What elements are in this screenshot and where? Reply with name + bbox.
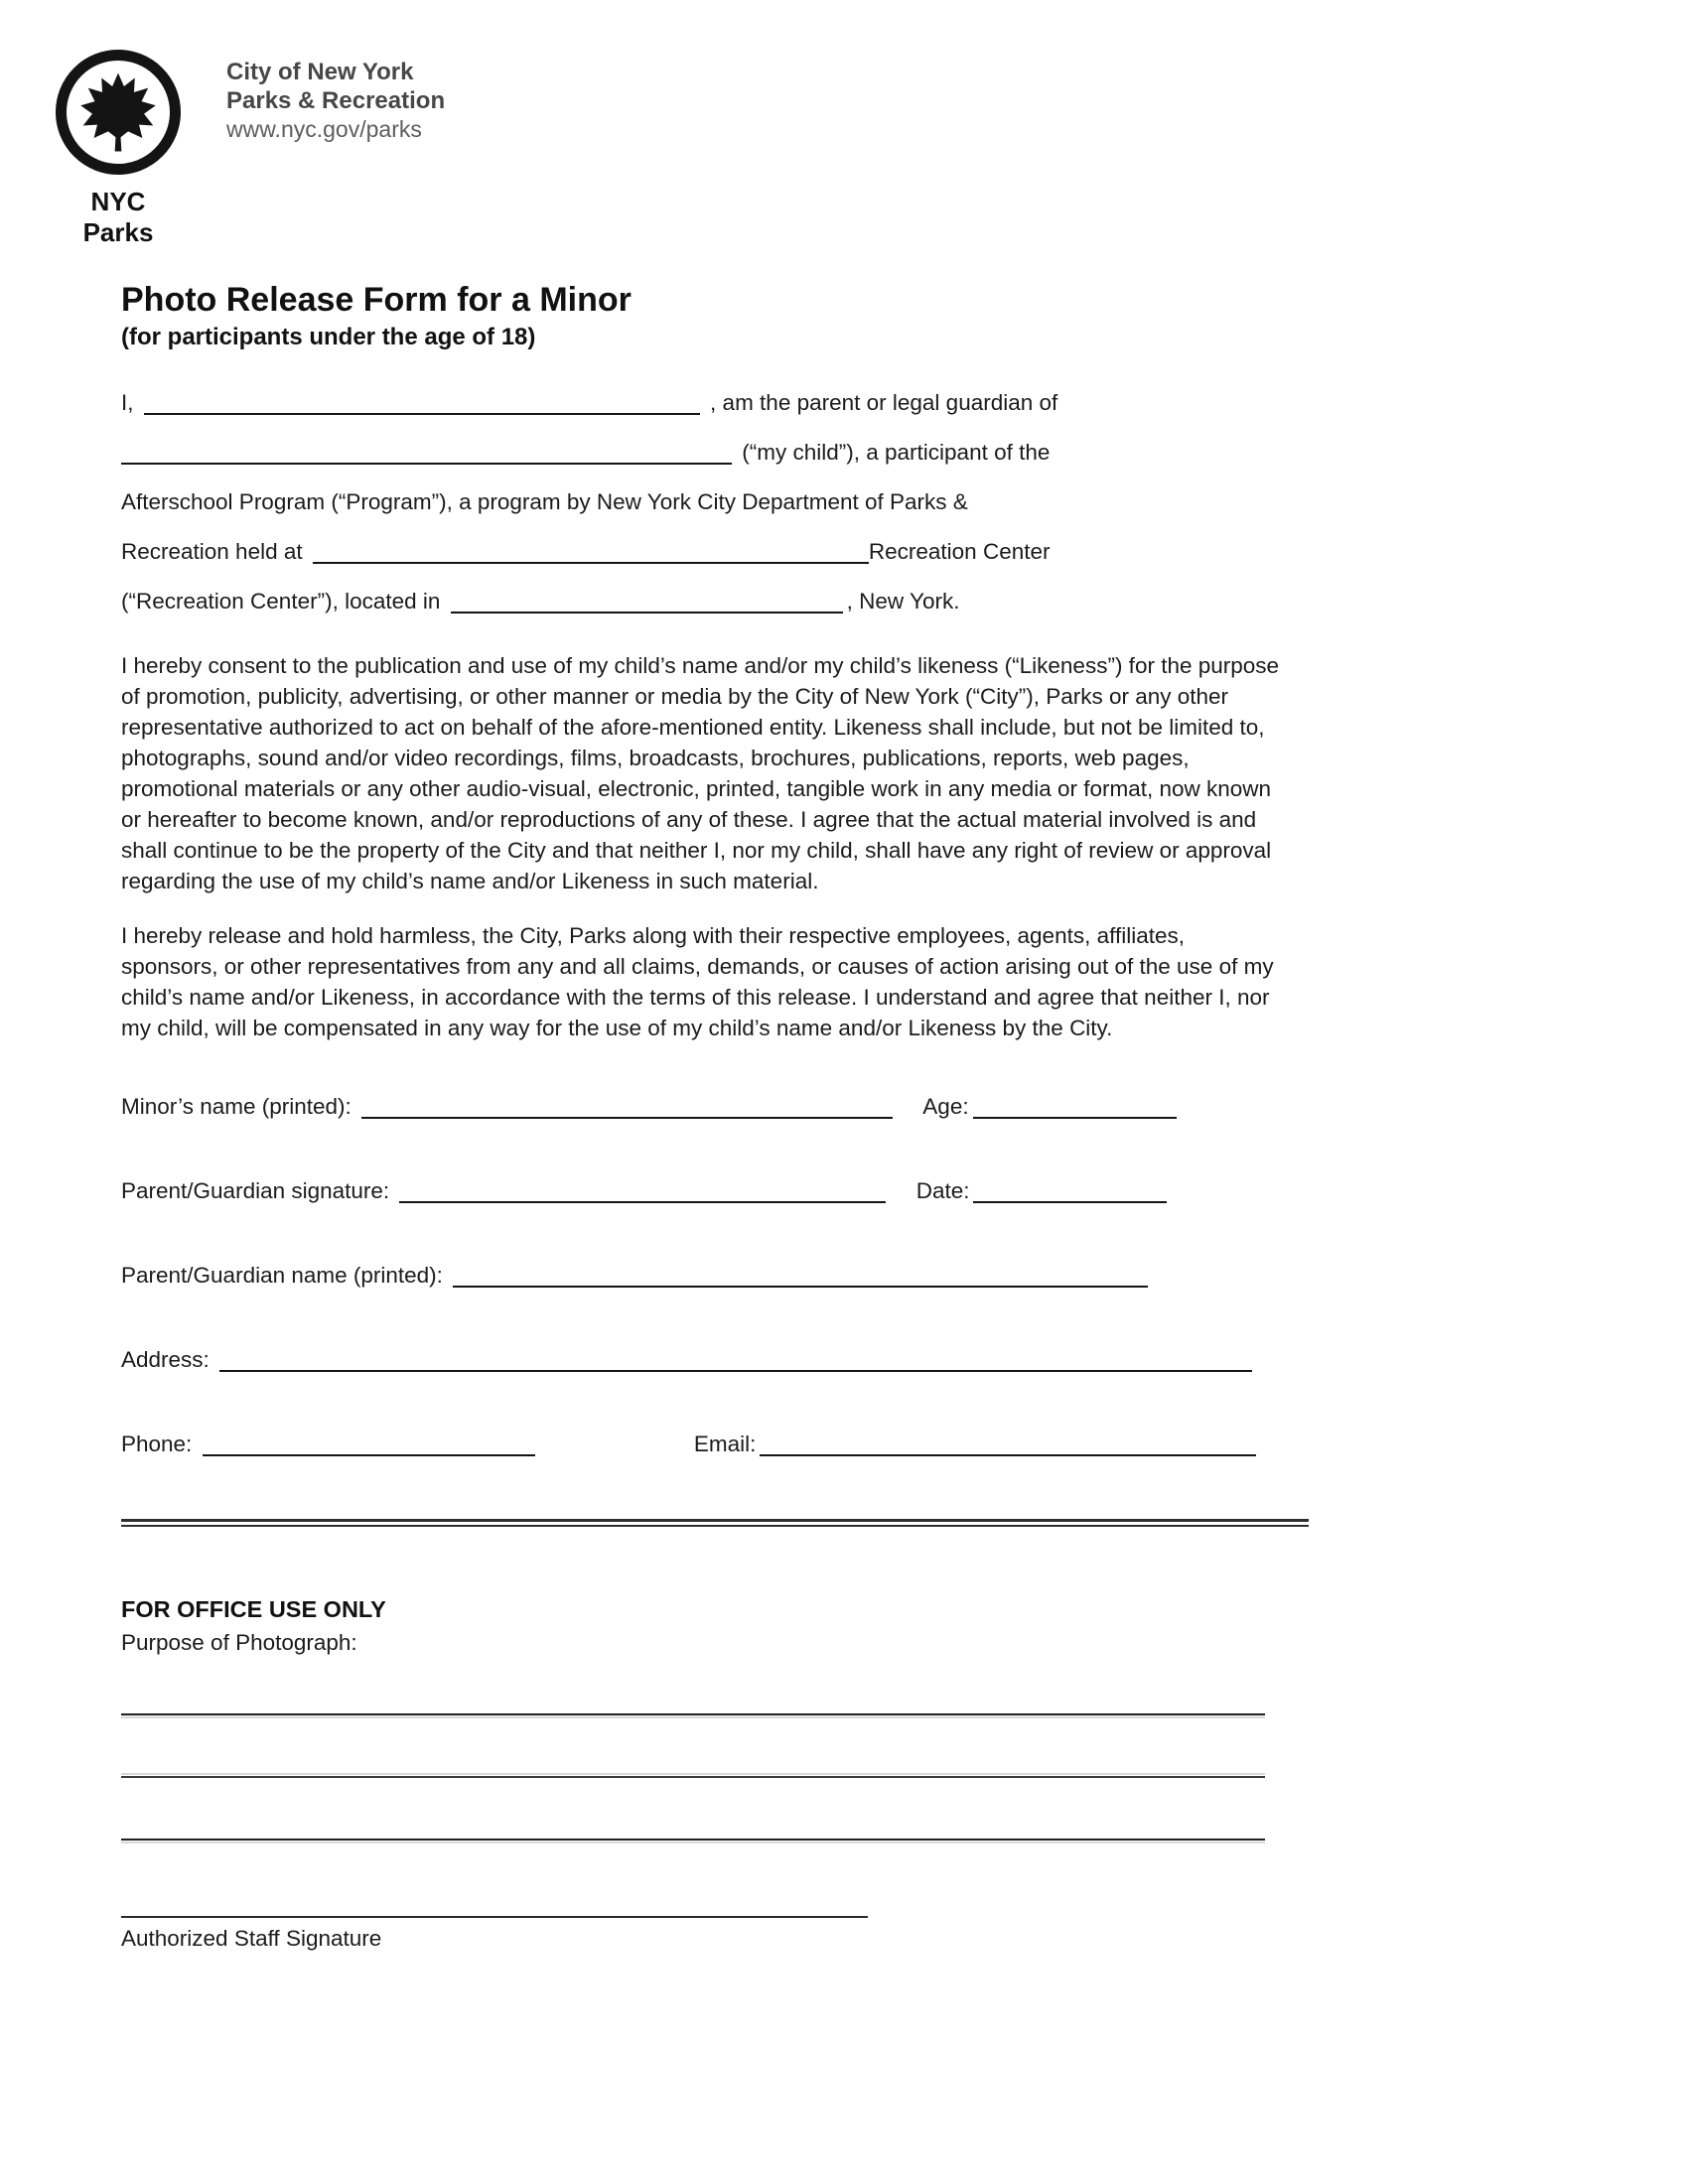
located-suffix: , New York. xyxy=(846,589,960,614)
intro-after-child: (“my child”), a participant of the xyxy=(742,440,1051,465)
org-line-2: Parks & Recreation xyxy=(226,87,446,114)
phone-blank[interactable] xyxy=(203,1429,535,1456)
phone-label: Phone: xyxy=(121,1432,193,1456)
intro-line-5 xyxy=(121,577,1285,626)
parent-name-blank[interactable] xyxy=(453,1260,1148,1288)
purpose-line-2[interactable] xyxy=(121,1776,1265,1778)
form-content xyxy=(121,281,1285,1954)
date-blank[interactable] xyxy=(973,1175,1167,1203)
intro-line-1 xyxy=(121,378,1285,428)
guardian-name-blank[interactable] xyxy=(144,387,700,415)
purpose-line-1[interactable] xyxy=(121,1713,1265,1715)
signature-blank[interactable] xyxy=(399,1175,886,1203)
signature-label: Parent/Guardian signature: xyxy=(121,1178,390,1203)
email-blank[interactable] xyxy=(760,1429,1256,1456)
email-label: Email: xyxy=(693,1432,757,1456)
office-use-heading: FOR OFFICE USE ONLY xyxy=(121,1596,386,1622)
held-at-prefix: Recreation held at xyxy=(121,539,303,564)
parent-name-label: Parent/Guardian name (printed): xyxy=(121,1263,443,1288)
address-label: Address: xyxy=(121,1347,210,1372)
minor-name-row xyxy=(121,1091,1285,1122)
org-line-1: City of New York xyxy=(226,59,414,85)
age-label: Age: xyxy=(922,1094,969,1119)
page-title: Photo Release Form for a Minor xyxy=(121,281,632,319)
intro-line-2 xyxy=(121,428,1285,478)
maple-leaf-icon xyxy=(76,70,160,154)
intro-line-4 xyxy=(121,527,1285,577)
intro-i-prefix: I, xyxy=(121,390,134,415)
staff-signature-line[interactable] xyxy=(121,1916,868,1918)
address-blank[interactable] xyxy=(219,1344,1252,1372)
address-row xyxy=(121,1344,1285,1375)
purpose-label: Purpose of Photograph: xyxy=(121,1630,357,1655)
release-paragraph: I hereby release and hold harmless, the City, Parks along with their respective employees, agents, affiliates, sponsors, or other representatives from any and all claims, demands, or causes of action arising out of the use of my child’s name and/or Likeness, in accordance with the terms of this release. I understand and agree that neither I, nor my child, will be compensated in any way for the use of my child’s name and/or Likeness by the City. xyxy=(121,923,1274,1040)
intro-line-3: Afterschool Program (“Program”), a program by New York City Department of Parks & xyxy=(121,489,968,514)
phone-email-row xyxy=(121,1429,1285,1459)
logo-caption: NYC Parks xyxy=(82,187,154,247)
recreation-center-blank[interactable] xyxy=(313,536,869,564)
age-blank[interactable] xyxy=(973,1091,1177,1119)
page-subtitle: (for participants under the age of 18) xyxy=(121,324,536,350)
located-prefix: (“Recreation Center”), located in xyxy=(121,589,441,614)
staff-signature-label: Authorized Staff Signature xyxy=(121,1926,382,1951)
date-label: Date: xyxy=(915,1178,970,1203)
org-url: www.nyc.gov/parks xyxy=(226,116,422,142)
section-divider xyxy=(121,1519,1309,1527)
child-name-blank[interactable] xyxy=(121,437,732,465)
minor-name-label: Minor’s name (printed): xyxy=(121,1094,352,1119)
purpose-line-3[interactable] xyxy=(121,1839,1265,1841)
held-at-suffix: Recreation Center xyxy=(868,539,1051,564)
minor-name-blank[interactable] xyxy=(361,1091,893,1119)
org-identity-block xyxy=(226,58,445,144)
logo-circle xyxy=(56,50,181,175)
signature-row xyxy=(121,1175,1285,1206)
location-blank[interactable] xyxy=(451,586,843,614)
consent-paragraph: I hereby consent to the publication and use of my child’s name and/or my child’s likeness (“Likeness”) for the purpose of promotion, publicity, advertising, or other manner or media by the City of New York (“City”), Parks or any other representative authorized to act on behalf of the afore-mentioned entity. Likeness shall include, but not be limited to, photographs, sound and/or video recordings, films, broadcasts, brochures, publications, reports, web pages, promotional materials or any other audio-visual, electronic, printed, tangible work in any media or format, now known or hereafter to become known, and/or reproductions of any of these. I agree that the actual material involved is and shall continue to be the property of the City and that neither I, nor my child, shall have any right of review or approval regarding the use of my child’s name and/or Likeness in such material. xyxy=(121,653,1280,893)
parent-name-row xyxy=(121,1260,1285,1291)
intro-after-name: , am the parent or legal guardian of xyxy=(710,390,1058,415)
intro-section xyxy=(121,378,1285,626)
